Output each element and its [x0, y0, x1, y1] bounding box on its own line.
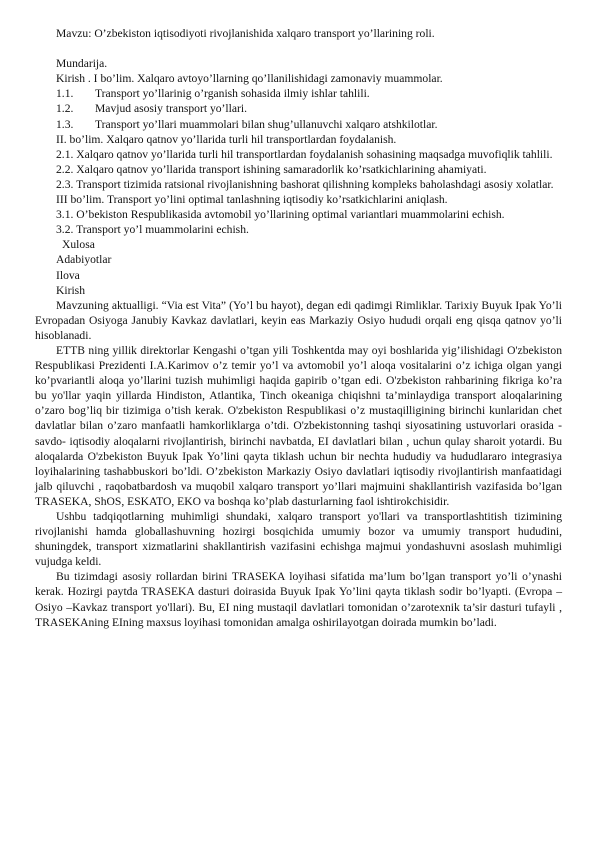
toc-part-3: III bo’lim. Transport yo’lini optimal tanlashning iqtisodiy ko’rsatkichlarini aniqlash. — [56, 193, 448, 207]
document-page — [35, 26, 562, 630]
toc-item-number: 1.1. — [56, 87, 74, 101]
toc-ilova: Ilova — [56, 268, 80, 282]
paragraph-1: Mavzuning aktualligi. “Via est Vita” (Yo’l bu hayot), degan edi qadimgi Rimliklar. Tarixiy Buyuk Ipak Yo’li Evropadan Osiyoga Janubiy Kavkaz davlatlari, keyin eas Markaziy Osiyo hududi orqali eng qisqa qatnov yo’li hisoblanadi. — [35, 298, 562, 342]
toc-part-2: II. bo’lim. Xalqaro qatnov yo’llarida turli hil transportlardan foydalanish. — [56, 132, 397, 146]
toc-item-text: Mavjud asosiy transport yo’llari. — [95, 102, 247, 116]
document-title: Mavzu: O’zbekiston iqtisodiyoti rivojlanishida xalqaro transport yo’llarining roli. — [56, 27, 435, 40]
toc-item-number: 1.2. — [56, 102, 74, 116]
toc-heading: Mundarija. — [56, 57, 108, 71]
toc-item-1-1 — [35, 86, 562, 101]
section-heading-kirish: Kirish — [56, 283, 85, 297]
toc-item-2-1: 2.1. Xalqaro qatnov yo’llarida turli hil transportlardan foydalanish sohasining maqsadga muvofiqlik tahlili. — [56, 147, 553, 161]
paragraph-4: Bu tizimdagi asosiy rollardan birini TRASEKA loyihasi sifatida ma’lum bo’lgan transport yo’li o’ynashi kerak. Hozirgi paytda TRASEKA dasturi doirasida Buyuk Ipak Yo’lini qayta tiklash sodir bo’lyapti. (Evropa –Osiyo –Kavkaz transport yo'llari). Bu, EI ning mustaqil davlatlari tomonidan o’zarotexnik ta’sir dasturi tufayli , TRASEKAning EIning maxsus loyihasi tomonidan amalga oshirilayotgan doirada mumkin bo’ladi. — [35, 570, 562, 629]
toc-item-1-3 — [35, 117, 562, 132]
toc-item-3-2: 3.2. Transport yo’l muammolarini echish. — [56, 223, 249, 237]
toc-xulosa: Xulosa — [62, 238, 95, 252]
blank-line — [35, 41, 562, 56]
toc-item-text: Transport yo’llarinig o’rganish sohasida ilmiy ishlar tahlili. — [95, 87, 370, 101]
paragraph-2: ETTB ning yillik direktorlar Kengashi o’tgan yili Toshkentda may oyi boshlarida yig’ilishidagi O'zbekiston Respublikasi Prezidenti I.A.Karimov o’z temir yo’l va avtomobil yo’l aloqa vositalarini o’z ichiga olgan yangi ko’pvariantli aloqa yo’llarini tuzish muhimligi haqida gapirib o’tgan edi. O'zbekiston rahbarining fikriga ko’ra bu yo'llar yaqin yillarda Hindiston, Atlantika, Tinch okeaniga chiqishni ta’minlaydiga transport aloqalarining o’zaro bog’liq bir tizimiga o’tish kerak. O'zbekiston Respublikasi o’z mustaqilligining birinchi kunlaridan chet davlatlar bilan o’zaro manfaatli hamkorliklarga o’tdi. O'zbekistonning tashqi siyosatining ustuvorlari orasida - savdo- iqtisodiy aloqalarni rivojlantirish, birinchi navbatda, EI davlatlari bilan , uchun qulay sharoit yotardi. Bu aloqalarda O'zbekiston Buyuk Ipak Yo’lini qayta tiklash uchun bir nechta hududiy va hududlararo integrasiya loyihalarining tashabbuskori bo’ldi. O’zbekiston Markaziy Osiyo davlatlari iqtisodiy rivojlantirish manfaatidagi jalb qiluvchi , raqobatbardosh va muqobil xalqaro transport yo’llari majmuini shakllantirish vazifasida bo’lgan TRASEKA, ShOS, ESKATO, EKO va boshqa ko’plab dasturlarning faol ishtirokchisidir. — [35, 343, 562, 508]
paragraph-3: Ushbu tadqiqotlarning muhimligi shundaki, xalqaro transport yo'llari va transportlashtitish tizimining rivojlanishi hamda globallashuvning hozirgi bosqichida umumiy bozor va umumiy transport hududini, shuningdek, transport xizmatlarini shakllantirish vazifasini echishga majmui yondashuvni asoslash muhimligi vujudga keldi. — [35, 510, 562, 569]
toc-intro: Kirish . I bo’lim. Xalqaro avtoyo’llarning qo’llanilishidagi zamonaviy muammolar. — [56, 72, 443, 86]
toc-item-3-1: 3.1. O’bekiston Respublikasida avtomobil yo’llarining optimal variantlari muammolarini echish. — [56, 208, 505, 222]
toc-item-text: Transport yo’llari muammolari bilan shug’ullanuvchi xalqaro atshkilotlar. — [95, 117, 438, 131]
toc-item-number: 1.3. — [56, 117, 74, 131]
toc-item-1-2 — [35, 101, 562, 116]
toc-item-2-3: 2.3. Transport tizimida ratsional rivojlanishning bashorat qilishning kompleks baholashdagi asosiy xolatlar. — [56, 177, 554, 191]
toc-item-2-2: 2.2. Xalqaro qatnov yo’llarida transport ishining samaradorlik ko’rsatkichlarining ahamiyati. — [56, 162, 487, 176]
toc-adabiyotlar: Adabiyotlar — [56, 253, 112, 267]
